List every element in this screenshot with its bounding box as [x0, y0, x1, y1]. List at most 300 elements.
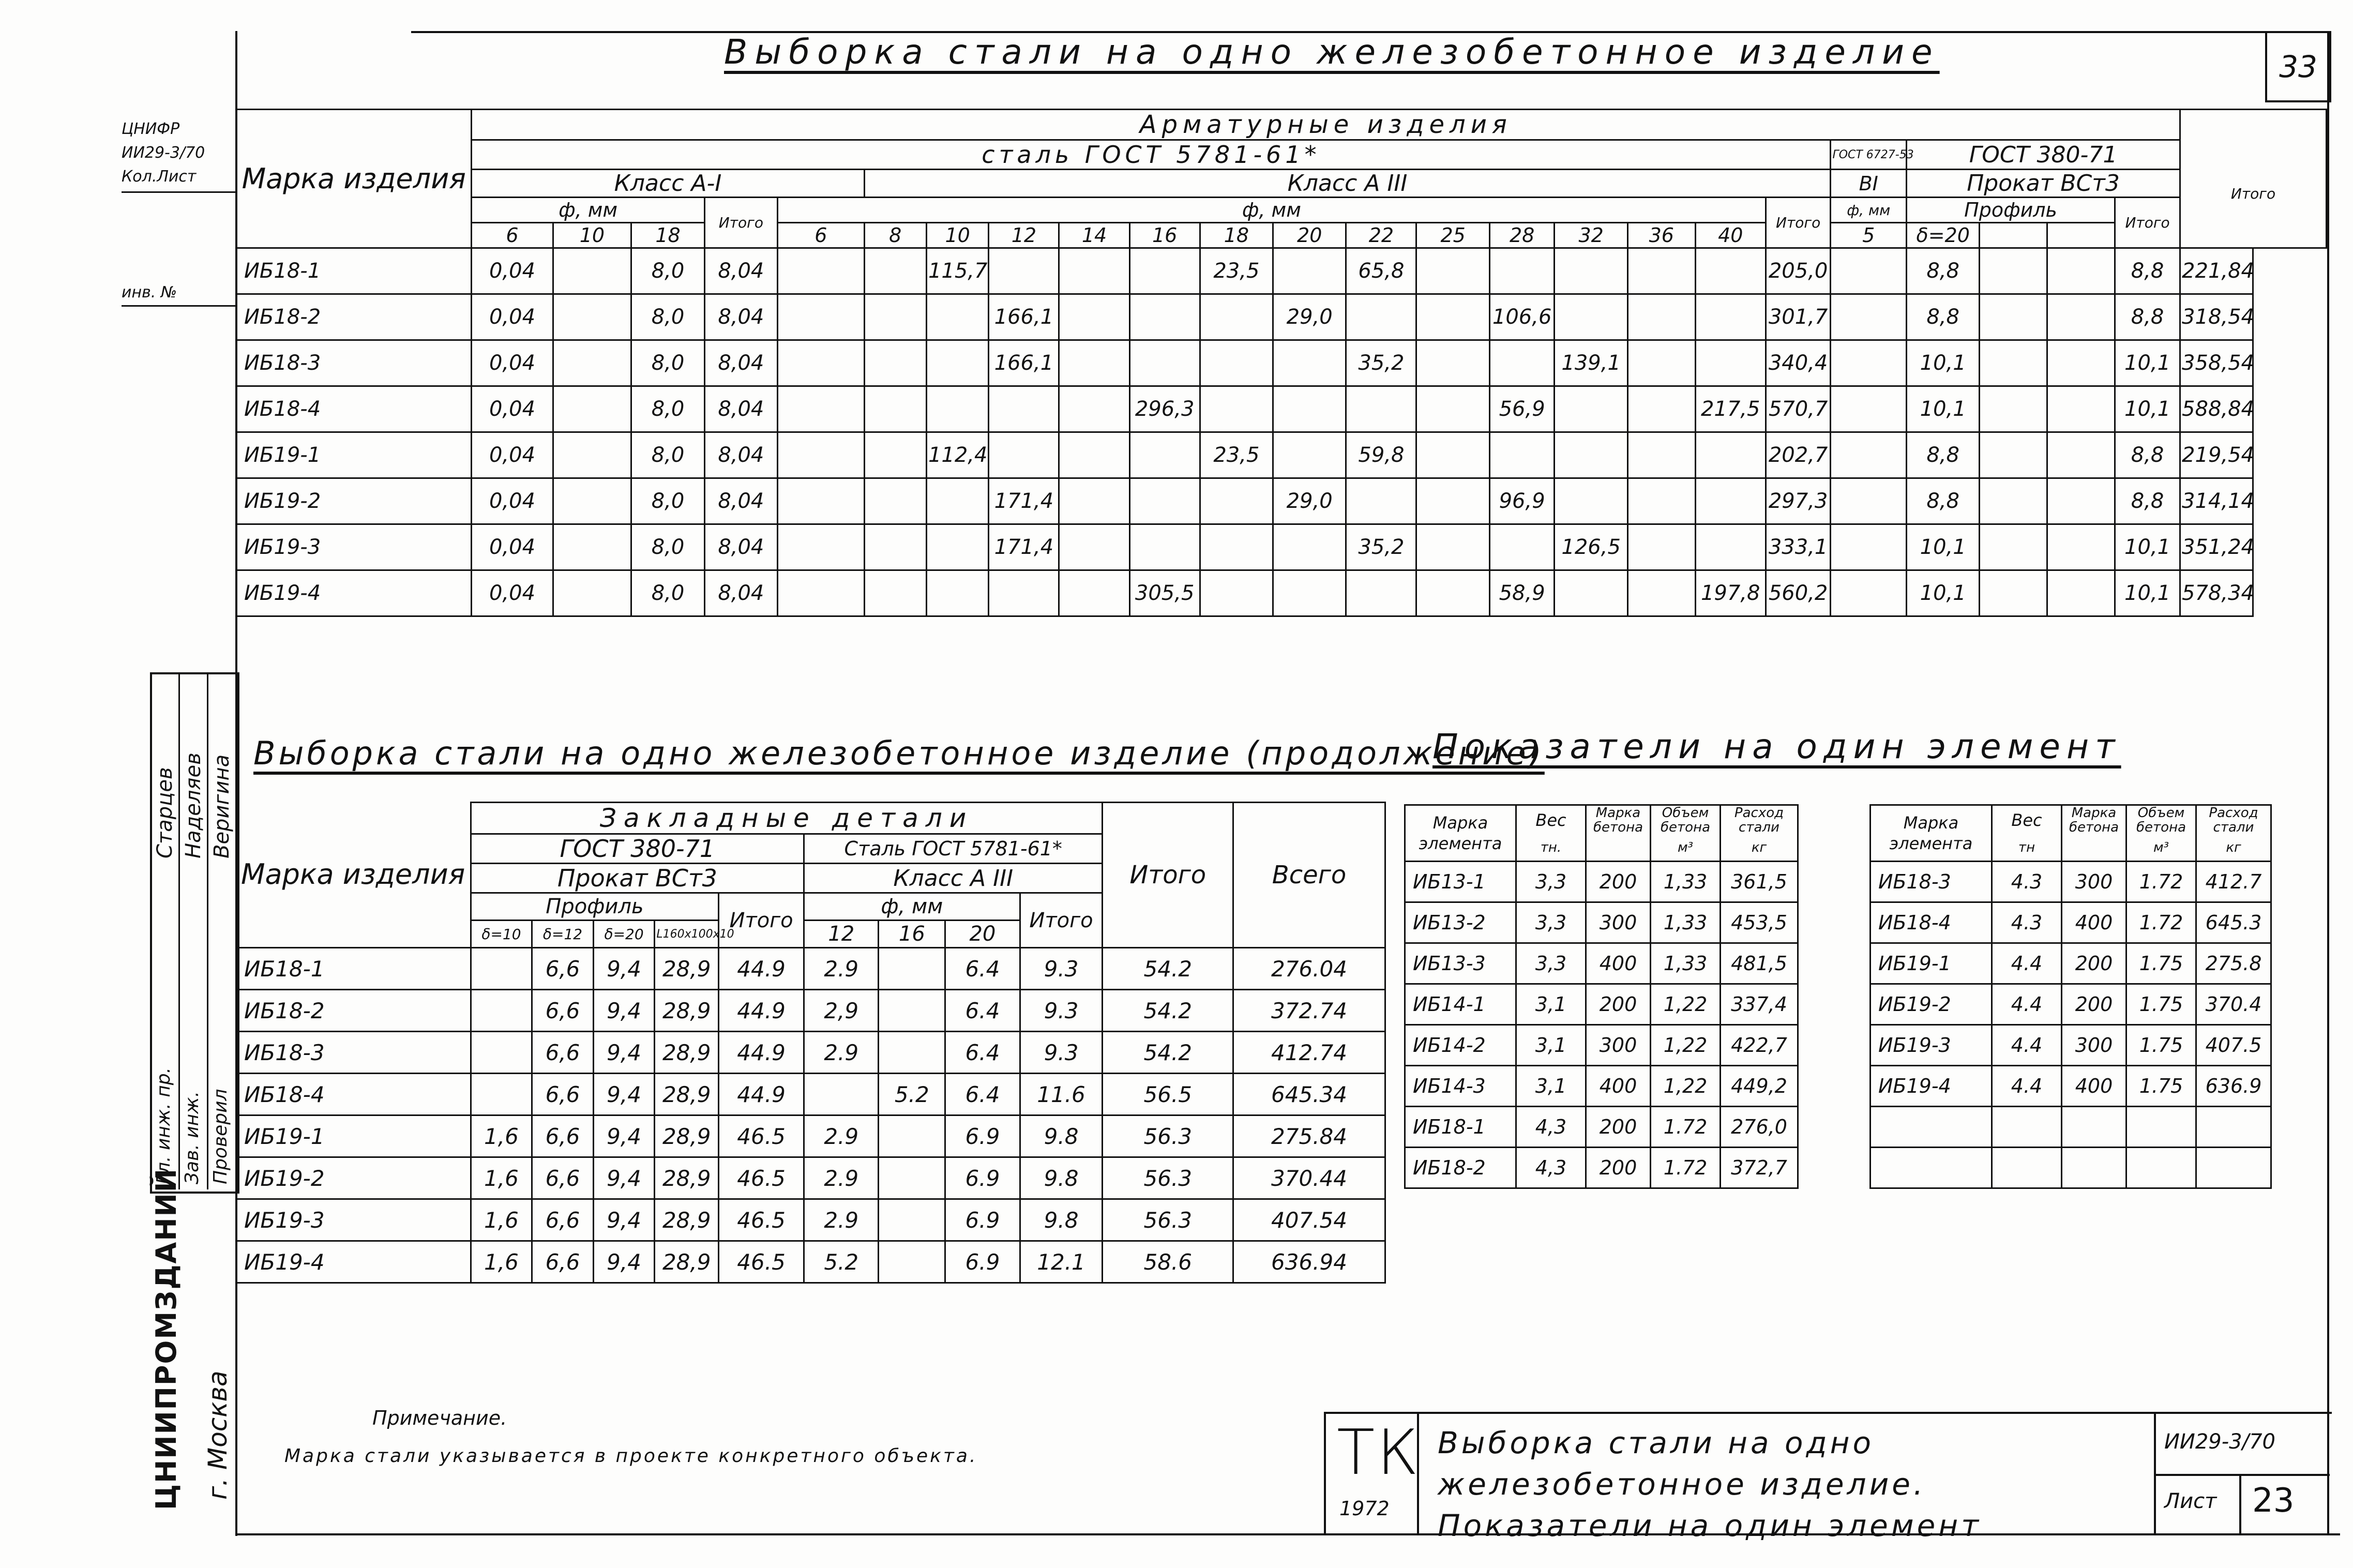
row-cell [1695, 524, 1766, 570]
row-cell: 8,04 [704, 294, 777, 340]
row-cell: 358,54 [2180, 340, 2253, 386]
row-cell [879, 1032, 945, 1074]
row-cell [1129, 478, 1200, 524]
table-row [1405, 943, 1798, 984]
title-indicators: Показатели на один элемент [1432, 727, 2121, 766]
row-cell: 400 [1586, 943, 1651, 984]
row-cell [2196, 1107, 2271, 1148]
row-cell: 297,3 [1766, 478, 1831, 524]
row-cell [1980, 248, 2047, 294]
row-cell [1346, 294, 1416, 340]
row-cell [471, 1032, 532, 1074]
row-cell [926, 570, 988, 616]
row-cell: 8,8 [2115, 478, 2180, 524]
row-cell: 10,1 [2115, 524, 2180, 570]
row-cell: 578,34 [2180, 570, 2253, 616]
row-mark: ИБ18-1 [236, 948, 471, 990]
row-cell: 8,8 [1907, 478, 1980, 524]
row-cell: 449,2 [1721, 1066, 1798, 1107]
row-cell: 200 [1586, 1107, 1651, 1148]
t4-unit [2062, 835, 2126, 862]
row-cell: 8,04 [704, 340, 777, 386]
table-row [1405, 1025, 1798, 1066]
row-cell: 6,6 [532, 1157, 594, 1199]
row-mark: ИБ19-1 [236, 1115, 471, 1157]
row-cell: 8,0 [631, 248, 704, 294]
row-cell: 1.75 [2126, 984, 2196, 1025]
row-cell [1129, 294, 1200, 340]
row-cell [1129, 432, 1200, 478]
row-cell: 28,9 [655, 1199, 719, 1241]
row-mark: ИБ18-3 [1871, 862, 1992, 902]
row-cell: 1,6 [471, 1241, 532, 1283]
row-cell: 2.9 [804, 1032, 879, 1074]
row-cell: 0,04 [472, 248, 553, 294]
row-cell [1416, 432, 1489, 478]
row-cell: 28,9 [655, 1115, 719, 1157]
t3-header: Марка бетона [1586, 805, 1651, 835]
row-cell: 28,9 [655, 1157, 719, 1199]
row-cell: 221,84 [2180, 248, 2253, 294]
table-row [236, 478, 2327, 524]
row-cell: 0,04 [472, 386, 553, 432]
row-cell: 205,0 [1766, 248, 1831, 294]
table-row [1405, 1066, 1798, 1107]
table-row [236, 248, 2327, 294]
row-mark: ИБ18-3 [236, 340, 472, 386]
t2-header-phi: ф, мм [804, 893, 1020, 921]
row-cell: 0,04 [472, 570, 553, 616]
row-cell: 54.2 [1103, 1032, 1233, 1074]
row-mark: ИБ14-2 [1405, 1025, 1516, 1066]
row-cell [864, 248, 926, 294]
row-cell: 9,4 [593, 1241, 655, 1283]
row-cell: 9,4 [593, 1115, 655, 1157]
table-reinforcement [235, 109, 2327, 617]
row-cell [1831, 524, 1907, 570]
t2-header-vsego: Всего [1233, 803, 1385, 948]
t1-d-a1: 6 [472, 223, 553, 248]
row-cell [1059, 340, 1129, 386]
row-cell: 2,9 [804, 990, 879, 1032]
row-mark: ИБ19-3 [1871, 1025, 1992, 1066]
t1-header-total-a3: Итого [1766, 198, 1831, 248]
row-cell: 8,0 [631, 340, 704, 386]
table-row [1871, 943, 2271, 984]
row-cell: 6.9 [945, 1241, 1020, 1283]
row-cell: 372,7 [1721, 1148, 1798, 1188]
t1-header-steel-gost: сталь ГОСТ 5781-61* [472, 140, 1831, 170]
row-cell [1627, 340, 1695, 386]
t2-header-total-a3: Итого [1020, 893, 1103, 948]
row-mark: ИБ18-2 [236, 990, 471, 1032]
title-block-sheet: 23 [2252, 1482, 2295, 1520]
title-block-code: ИИ29-3/70 [2164, 1430, 2275, 1454]
row-cell: 275.8 [2196, 943, 2271, 984]
t3-body [1405, 862, 1798, 1188]
row-cell [1416, 294, 1489, 340]
row-cell: 202,7 [1766, 432, 1831, 478]
row-mark: ИБ14-1 [1405, 984, 1516, 1025]
row-cell: 351,24 [2180, 524, 2253, 570]
row-cell: 96,9 [1489, 478, 1555, 524]
row-cell: 44.9 [719, 1032, 804, 1074]
row-cell [1200, 386, 1273, 432]
row-mark: ИБ19-1 [236, 432, 472, 478]
row-cell [1346, 478, 1416, 524]
row-cell [1489, 248, 1555, 294]
t3-header: Вес [1516, 805, 1586, 835]
row-cell: 58.6 [1103, 1241, 1233, 1283]
row-cell [1129, 248, 1200, 294]
row-cell [926, 478, 988, 524]
row-cell: 56.3 [1103, 1199, 1233, 1241]
row-cell: 2.9 [804, 948, 879, 990]
row-cell [2062, 1107, 2126, 1148]
row-cell [1555, 386, 1627, 432]
row-cell [778, 570, 865, 616]
title-block-line [2154, 1412, 2156, 1533]
title-continuation: Выборка стали на одно железобетонное изделие (продолжение) [253, 734, 1545, 772]
frame-right-line [2327, 31, 2329, 1533]
row-cell [1627, 478, 1695, 524]
t2-header-itog: Итого [1103, 803, 1233, 948]
row-cell: 9.8 [1020, 1115, 1103, 1157]
row-cell [553, 294, 631, 340]
row-cell: 1.75 [2126, 1066, 2196, 1107]
t1-header-total-a1: Итого [704, 198, 777, 248]
row-cell: 4.4 [1992, 943, 2062, 984]
row-mark [1871, 1107, 1992, 1148]
row-cell: 23,5 [1200, 432, 1273, 478]
t2-profile-col: δ=12 [532, 921, 594, 948]
table-row [236, 1199, 1385, 1241]
row-cell: 370.4 [2196, 984, 2271, 1025]
row-cell: 370.44 [1233, 1157, 1385, 1199]
row-cell [1489, 524, 1555, 570]
row-cell: 8,04 [704, 524, 777, 570]
row-mark: ИБ19-4 [236, 570, 472, 616]
row-cell: 300 [1586, 1025, 1651, 1066]
margin-divider-2 [122, 305, 235, 307]
row-cell: 10,1 [1907, 386, 1980, 432]
row-cell: 3,3 [1516, 862, 1586, 902]
row-cell [1273, 340, 1346, 386]
title-block-year: 1972 [1339, 1497, 1390, 1520]
row-cell: 46.5 [719, 1241, 804, 1283]
row-cell [1273, 570, 1346, 616]
row-cell: 65,8 [1346, 248, 1416, 294]
table-row [236, 524, 2327, 570]
row-cell [1831, 386, 1907, 432]
row-mark [1871, 1148, 1992, 1188]
row-cell [864, 340, 926, 386]
table-row [236, 1241, 1385, 1283]
title-top: Выборка стали на одно железобетонное изделие [724, 32, 1940, 72]
row-cell [1555, 294, 1627, 340]
row-cell: 217,5 [1695, 386, 1766, 432]
row-cell: 9,4 [593, 1199, 655, 1241]
row-mark: ИБ18-4 [236, 1074, 471, 1115]
row-cell: 171,4 [989, 478, 1059, 524]
row-cell: 333,1 [1766, 524, 1831, 570]
row-cell: 0,04 [472, 478, 553, 524]
row-cell [778, 294, 865, 340]
row-cell: 636.9 [2196, 1066, 2271, 1107]
row-cell [1627, 294, 1695, 340]
row-cell: 46.5 [719, 1199, 804, 1241]
row-cell: 58,9 [1489, 570, 1555, 616]
row-cell: 6.9 [945, 1157, 1020, 1199]
t4-unit: тн [1992, 835, 2062, 862]
t4-header: Объем бетона [2126, 805, 2196, 835]
row-cell: 453,5 [1721, 902, 1798, 943]
row-cell: 300 [2062, 1025, 2126, 1066]
row-cell: 28,9 [655, 1032, 719, 1074]
row-cell [778, 386, 865, 432]
row-cell: 400 [1586, 1066, 1651, 1107]
row-cell: 4.4 [1992, 984, 2062, 1025]
row-cell: 8,8 [2115, 294, 2180, 340]
row-cell [1980, 524, 2047, 570]
row-cell [1980, 294, 2047, 340]
row-cell [2047, 432, 2115, 478]
row-cell: 0,04 [472, 294, 553, 340]
row-cell [553, 478, 631, 524]
row-cell [471, 948, 532, 990]
t3-header: Расход стали [1721, 805, 1798, 835]
t4-header: Вес [1992, 805, 2062, 835]
t2-header-gost380: ГОСТ 380-71 [471, 834, 804, 864]
t3-unit: кг [1721, 835, 1798, 862]
row-cell [1416, 524, 1489, 570]
row-cell: 275.84 [1233, 1115, 1385, 1157]
row-cell [1059, 386, 1129, 432]
row-cell: 197,8 [1695, 570, 1766, 616]
t2-header-group: Закладные детали [471, 803, 1103, 834]
row-cell: 4,3 [1516, 1148, 1586, 1188]
row-cell: 645.3 [2196, 902, 2271, 943]
table-indicators-left [1404, 804, 1799, 1189]
t2-profile-col: δ=20 [593, 921, 655, 948]
row-cell [2047, 386, 2115, 432]
row-cell: 8,0 [631, 432, 704, 478]
row-cell [1695, 478, 1766, 524]
row-cell: 1.75 [2126, 1025, 2196, 1066]
row-cell: 8,0 [631, 294, 704, 340]
row-cell [879, 990, 945, 1032]
t1-d-a1: 18 [631, 223, 704, 248]
row-cell [1273, 432, 1346, 478]
t2-header-profile: Профиль [471, 893, 718, 921]
t1-header-gost380: ГОСТ 380-71 [1907, 140, 2180, 170]
row-cell: 0,04 [472, 432, 553, 478]
stamp-organization: ЦНИИПРОМЗДАНИЙ [150, 1168, 183, 1510]
t1-d-a3: 16 [1129, 223, 1200, 248]
row-cell [1489, 340, 1555, 386]
row-cell [1059, 432, 1129, 478]
row-cell: 200 [1586, 1148, 1651, 1188]
title-block-line [2239, 1474, 2241, 1533]
row-mark: ИБ19-1 [1871, 943, 1992, 984]
row-cell [864, 294, 926, 340]
row-cell [2047, 478, 2115, 524]
t1-header-phi-a1: ф, мм [472, 198, 704, 223]
row-cell: 10,1 [1907, 524, 1980, 570]
row-cell: 4.3 [1992, 902, 2062, 943]
t1-header-empty [2180, 110, 2327, 140]
row-cell: 570,7 [1766, 386, 1831, 432]
row-cell [1555, 248, 1627, 294]
table-row [1871, 984, 2271, 1025]
row-cell: 8,04 [704, 386, 777, 432]
t1-d-a3: 22 [1346, 223, 1416, 248]
t1-d-a3: 32 [1555, 223, 1627, 248]
row-cell: 407.5 [2196, 1025, 2271, 1066]
row-cell: 35,2 [1346, 340, 1416, 386]
row-cell: 9,4 [593, 1157, 655, 1199]
row-cell [778, 524, 865, 570]
row-cell [879, 1199, 945, 1241]
t3-unit [1586, 835, 1651, 862]
stamp-city: г. Москва [203, 1370, 233, 1500]
row-cell [1416, 478, 1489, 524]
t1-d-a3: 10 [926, 223, 988, 248]
row-cell: 10,1 [2115, 386, 2180, 432]
t3-unit: тн. [1516, 835, 1586, 862]
margin-inv: инв. № [122, 283, 177, 301]
row-cell: 560,2 [1766, 570, 1831, 616]
row-cell: 1.72 [2126, 902, 2196, 943]
stamp-role-1: Гл. инж. пр. [153, 1067, 174, 1184]
table-row [1871, 1107, 2271, 1148]
t1-d-a3: 6 [778, 223, 865, 248]
row-mark: ИБ19-2 [1871, 984, 1992, 1025]
row-cell: 8,8 [1907, 248, 1980, 294]
table-row [1871, 1148, 2271, 1188]
row-cell: 1.72 [1651, 1148, 1721, 1188]
row-cell [1831, 432, 1907, 478]
t1-delta20: δ=20 [1907, 223, 1980, 248]
row-cell: 2.9 [804, 1115, 879, 1157]
row-cell: 4.4 [1992, 1025, 2062, 1066]
t4-unit: кг [2196, 835, 2271, 862]
table-row [236, 432, 2327, 478]
row-cell: 1,33 [1651, 902, 1721, 943]
row-cell: 1,6 [471, 1199, 532, 1241]
row-cell [1992, 1107, 2062, 1148]
row-cell: 9.8 [1020, 1157, 1103, 1199]
row-cell: 314,14 [2180, 478, 2253, 524]
row-cell: 11.6 [1020, 1074, 1103, 1115]
table-row [1871, 1025, 2271, 1066]
row-cell: 12.1 [1020, 1241, 1103, 1283]
row-cell [1129, 524, 1200, 570]
row-cell [1416, 340, 1489, 386]
row-cell: 23,5 [1200, 248, 1273, 294]
row-cell [1200, 524, 1273, 570]
t1-d-a3: 18 [1200, 223, 1273, 248]
stamp-sign-3: Веригина [210, 754, 234, 858]
row-cell [1695, 432, 1766, 478]
row-mark: ИБ19-4 [236, 1241, 471, 1283]
row-cell: 301,7 [1766, 294, 1831, 340]
row-cell: 300 [2062, 862, 2126, 902]
row-cell: 6,6 [532, 1074, 594, 1115]
row-cell: 115,7 [926, 248, 988, 294]
row-cell: 6,6 [532, 948, 594, 990]
row-cell [864, 570, 926, 616]
row-cell: 35,2 [1346, 524, 1416, 570]
row-cell: 305,5 [1129, 570, 1200, 616]
table-row [236, 1074, 1385, 1115]
row-cell: 56.3 [1103, 1115, 1233, 1157]
row-cell: 422,7 [1721, 1025, 1798, 1066]
row-cell: 1,22 [1651, 1066, 1721, 1107]
table-row [236, 990, 1385, 1032]
row-cell: 56,9 [1489, 386, 1555, 432]
t1-empty-profile [2047, 223, 2115, 248]
row-cell: 8,04 [704, 432, 777, 478]
row-cell: 6,6 [532, 1032, 594, 1074]
row-cell: 9,4 [593, 1074, 655, 1115]
note-text: Марка стали указывается в проекте конкретного объекта. [284, 1445, 978, 1467]
row-cell [989, 248, 1059, 294]
row-cell [1695, 248, 1766, 294]
row-cell [2047, 340, 2115, 386]
table-row [1405, 1107, 1798, 1148]
row-cell [2126, 1148, 2196, 1188]
t4-header: Расход стали [2196, 805, 2271, 835]
t2-body [236, 948, 1385, 1283]
row-cell [1695, 340, 1766, 386]
row-cell: 3,1 [1516, 1025, 1586, 1066]
row-cell [2126, 1107, 2196, 1148]
sheet-number-box [2265, 31, 2331, 102]
row-cell: 106,6 [1489, 294, 1555, 340]
row-cell: 9.3 [1020, 990, 1103, 1032]
row-cell: 1,6 [471, 1115, 532, 1157]
table-row [236, 948, 1385, 990]
t1-header-class-a3: Класс А III [864, 170, 1831, 198]
row-cell: 1.72 [2126, 862, 2196, 902]
row-cell [2047, 294, 2115, 340]
row-cell [1059, 570, 1129, 616]
row-cell [553, 340, 631, 386]
row-cell [1059, 248, 1129, 294]
row-cell: 10,1 [1907, 570, 1980, 616]
row-cell: 645.34 [1233, 1074, 1385, 1115]
t1-d-a3: 12 [989, 223, 1059, 248]
table-row [1871, 1066, 2271, 1107]
table-row [236, 570, 2327, 616]
row-cell [1346, 570, 1416, 616]
row-cell [1980, 570, 2047, 616]
row-mark: ИБ19-3 [236, 524, 472, 570]
row-cell [804, 1074, 879, 1115]
row-cell: 276.04 [1233, 948, 1385, 990]
table-row [236, 340, 2327, 386]
row-cell [1980, 340, 2047, 386]
row-cell: 2.9 [804, 1199, 879, 1241]
row-cell [553, 570, 631, 616]
row-cell: 412.74 [1233, 1032, 1385, 1074]
row-cell: 28,9 [655, 1241, 719, 1283]
t1-d-a3: 8 [864, 223, 926, 248]
row-cell: 8,0 [631, 386, 704, 432]
row-cell: 4.4 [1992, 1066, 2062, 1107]
stamp-sign-2: Наделяев [182, 752, 205, 858]
